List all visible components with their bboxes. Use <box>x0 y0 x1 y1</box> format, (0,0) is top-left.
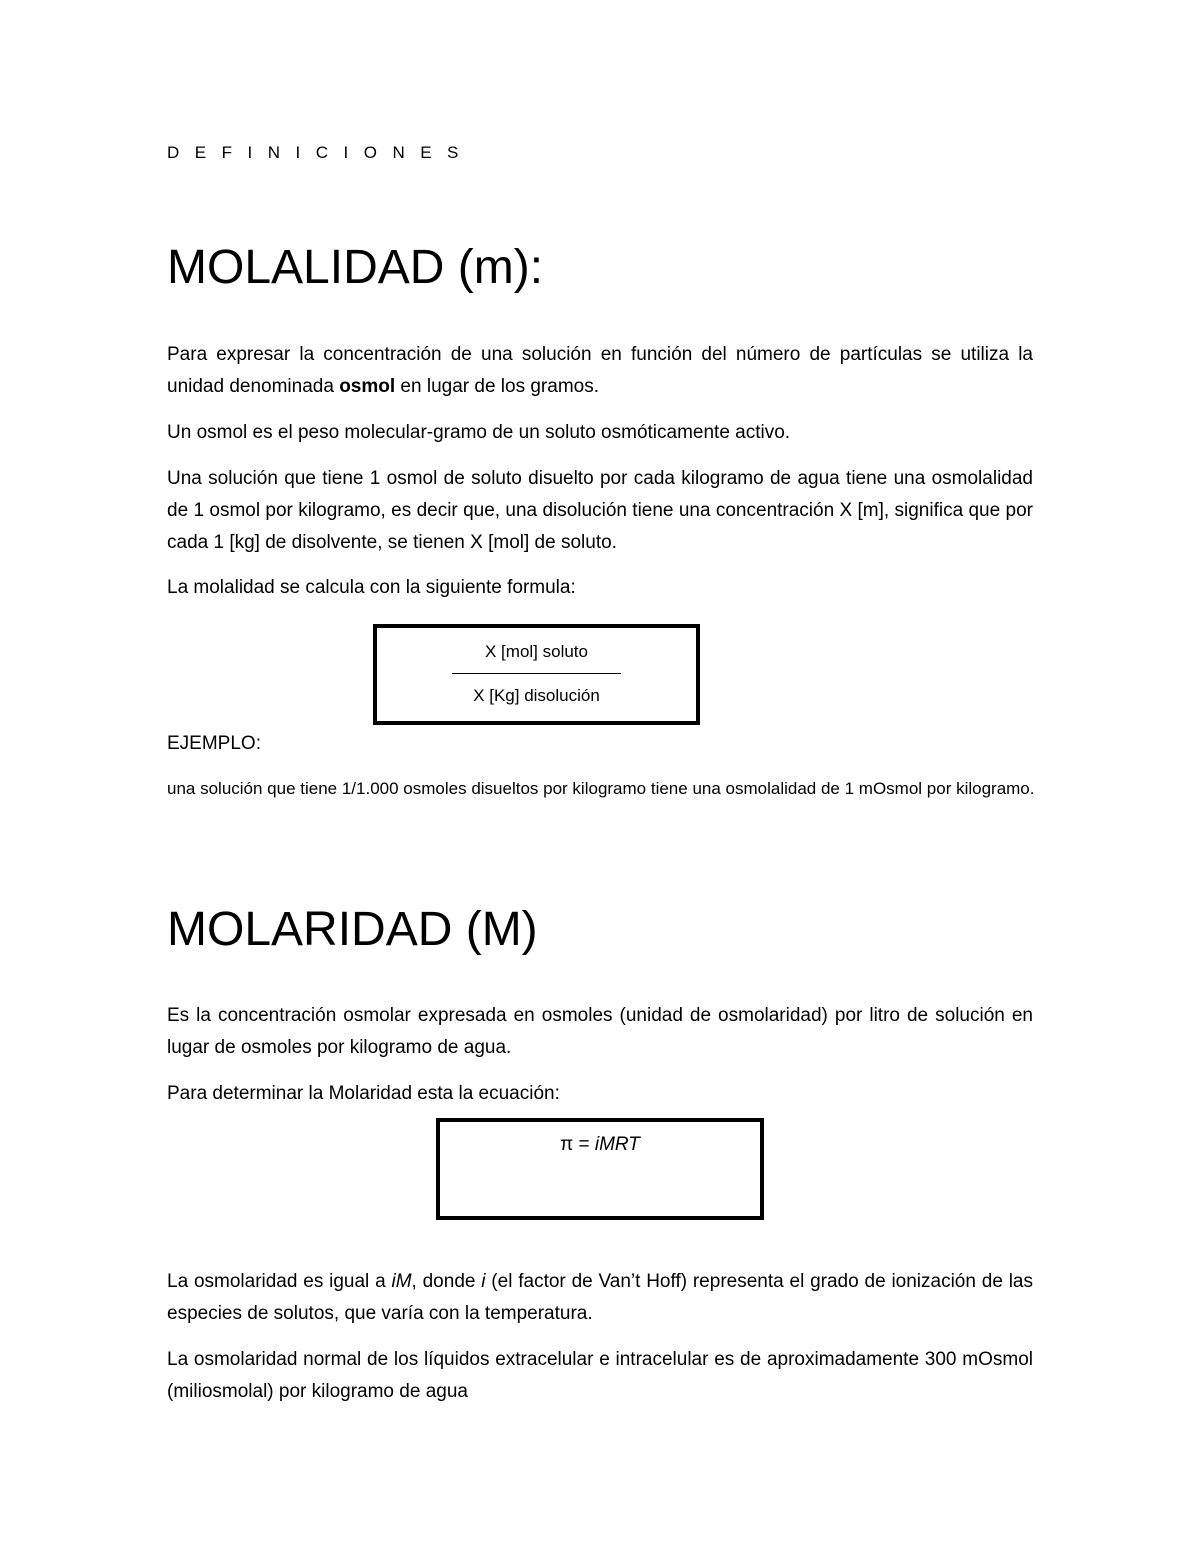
example-label: EJEMPLO: <box>167 733 261 754</box>
molalidad-paragraph-2: Un osmol es el peso molecular-gramo de un soluto osmóticamente activo. <box>167 422 791 443</box>
molalidad-paragraph-1 <box>167 339 1033 403</box>
example-text: una solución que tiene 1/1.000 osmoles disueltos por kilogramo tiene una osmolalidad de 1 mOsmol por kilogramo. <box>167 779 1035 798</box>
molalidad-p1-text: Para expresar la concentración de una solución en función del número de partículas se utiliza la unidad denominada <box>167 344 1033 397</box>
molaridad-heading: MOLARIDAD (M) <box>167 903 538 956</box>
formula-denominator: X [Kg] disolución <box>473 686 600 705</box>
molaridad-paragraph-1: Es la concentración osmolar expresada en osmoles (unidad de osmolaridad) por litro de solución en lugar de osmoles por kilogramo de agua. <box>167 1005 1033 1058</box>
molaridad-p3-i: i <box>481 1271 486 1292</box>
molaridad-p3-im: iM <box>391 1271 412 1292</box>
molalidad-heading: MOLALIDAD (m): <box>167 241 544 294</box>
molaridad-p3-c: , donde <box>411 1271 482 1292</box>
equation-lhs: π = <box>560 1134 595 1155</box>
molaridad-p3-a: La osmolaridad es igual a <box>167 1271 392 1292</box>
molalidad-paragraph-3: Una solución que tiene 1 osmol de soluto disuelto por cada kilogramo de agua tiene una osmolalidad de 1 osmol por kilogramo, es decir que, una disolución tiene una concentración X [m], significa que por cada 1 [kg] de disolvente, se tienen X [mol] de soluto. <box>167 468 1033 553</box>
molalidad-p1-tail: en lugar de los gramos. <box>395 376 599 397</box>
molaridad-paragraph-2: Para determinar la Molaridad esta la ecuación: <box>167 1083 560 1104</box>
molaridad-formula-box <box>436 1118 764 1220</box>
equation-rhs: iMRT <box>594 1134 640 1155</box>
section-kicker: DEFINICIONES <box>167 143 474 162</box>
molalidad-formula-box <box>373 624 700 725</box>
molaridad-paragraph-3 <box>167 1266 1033 1330</box>
formula-numerator: X [mol] soluto <box>485 642 588 661</box>
fraction-bar <box>452 673 621 674</box>
molaridad-p3-e: (el factor de Van’t Hoff) representa el grado de ionización de las especies de solutos, que varía con la temperatura. <box>167 1271 1033 1324</box>
molalidad-paragraph-4: La molalidad se calcula con la siguiente formula: <box>167 577 576 598</box>
molaridad-paragraph-4: La osmolaridad normal de los líquidos extracelular e intracelular es de aproximadamente 300 mOsmol (miliosmolal) por kilogramo de agua <box>167 1349 1033 1402</box>
osmol-term: osmol <box>339 376 396 397</box>
osmotic-pressure-equation <box>440 1134 760 1156</box>
